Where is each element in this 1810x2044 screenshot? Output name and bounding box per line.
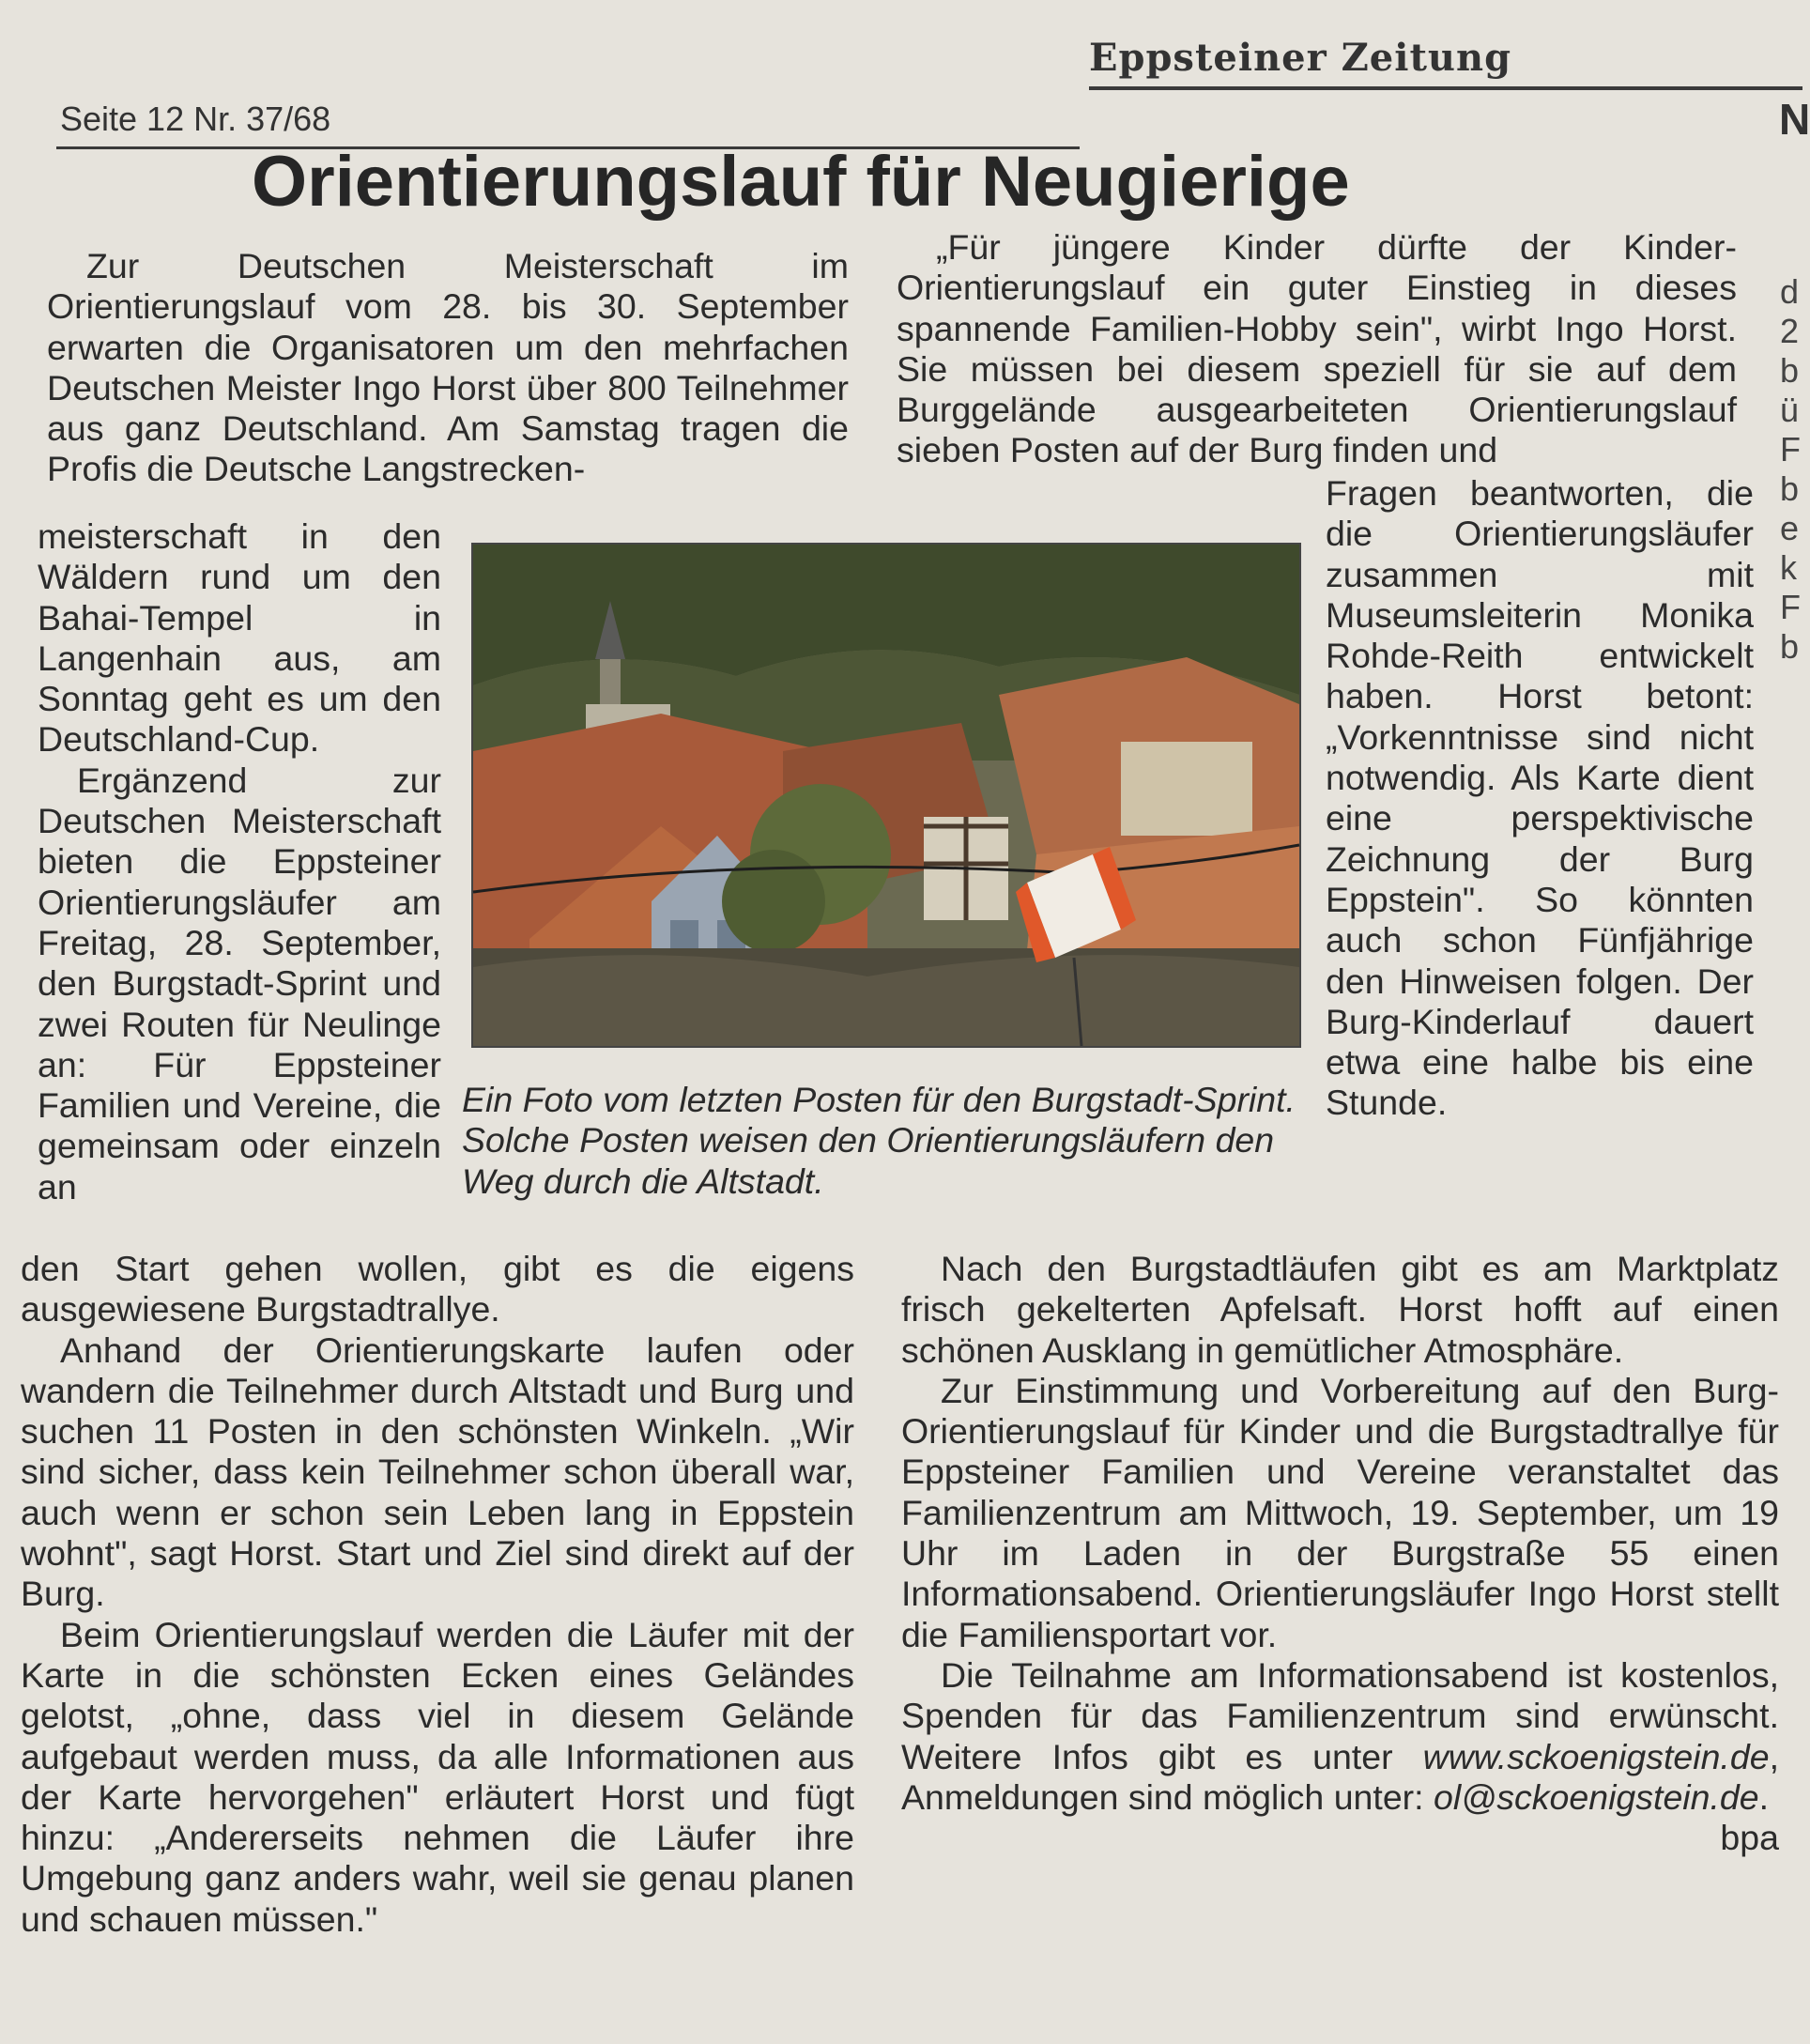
page-number: Seite 12 Nr. 37/68 — [60, 100, 331, 138]
edge-letter: d — [1780, 272, 1800, 311]
edge-letter: ü — [1780, 391, 1800, 429]
edge-letter: k — [1780, 548, 1797, 587]
edge-letter: 2 — [1780, 312, 1800, 350]
paragraph: Beim Orientierungslauf werden die Läufer mit der Karte in die schönsten Ecken eines Geländes gelotst, „ohne, dass viel in diesem Gelände aufgebaut werden muss, da alle Informationen aus der Karte hervorgehen" erläutert Horst und fügt hinzu: „Andererseits nehmen die Läufer ihre Umgebung ganz anders wahr, weil sie genau planen und schauen müssen." — [21, 1614, 854, 1939]
byline: bpa — [1720, 1818, 1779, 1858]
edge-letter: F — [1780, 430, 1801, 469]
paragraph: den Start gehen wollen, gibt es die eigens ausgewiesene Burgstadtrallye. — [21, 1249, 854, 1329]
column-1-intro — [47, 246, 849, 490]
contact-text: , Anmeldungen sind möglich unter: — [901, 1736, 1779, 1817]
edge-letter: e — [1780, 509, 1800, 547]
column-2-continued — [901, 1249, 1779, 1858]
column-1-continued — [21, 1249, 854, 1940]
paragraph: Zur Einstimmung und Vorbereitung auf den Burg-Orientierungslauf für Kinder und die Burgstadtrallye für Eppsteiner Familien und Vereine veranstaltet das Familienzentrum am Mittwoch, 19. September, um 19 Uhr im Laden in der Burgstraße 55 einen Informationsabend. Orientierungsläufer Ingo Horst stellt die Familiensportart vor. — [901, 1370, 1779, 1654]
contact-text: Die Teilnahme am Informationsabend ist kostenlos, Spenden für das Familienzentrum sind erwünscht. Weitere Infos gibt es unter — [901, 1654, 1779, 1776]
column-2-wrap — [1326, 473, 1754, 1124]
paragraph: meisterschaft in den Wäldern rund um den Bahai-Tempel in Langenhain aus, am Sonntag geht es um den Deutschland-Cup. — [38, 516, 441, 760]
paragraph-contact — [901, 1654, 1779, 1858]
masthead-rule — [1089, 86, 1802, 90]
email-link[interactable]: ol@sckoenigstein.de — [1434, 1776, 1759, 1817]
headline: Orientierungslauf für Neugierige — [252, 142, 1350, 222]
edge-letter: b — [1780, 351, 1800, 390]
paragraph: Zur Deutschen Meisterschaft im Orientierungslauf vom 28. bis 30. September erwarten die Organisatoren um den mehrfachen Deutschen Meister Ingo Horst über 800 Teilnehmer aus ganz Deutschland. Am Samstag tragen die Profis die Deutsche Langstrecken- — [47, 246, 849, 489]
edge-letter: F — [1780, 588, 1801, 626]
contact-text: . — [1758, 1776, 1770, 1817]
column-2-intro — [897, 227, 1737, 471]
masthead: Eppsteiner Zeitung — [1089, 36, 1512, 80]
paragraph: „Für jüngere Kinder dürfte der Kinder-Orientierungslauf ein guter Einstieg in dieses spannende Familien-Hobby sein", wirbt Ingo Horst. Sie müssen bei diesem speziell für sie auf dem Burggelände ausgearbeiteten Orientierungslauf sieben Posten auf der Burg finden und — [897, 227, 1737, 470]
photo-old-town-rooftops — [473, 545, 1299, 1046]
photo-caption — [462, 1080, 1307, 1202]
adjacent-page-letter: N — [1779, 95, 1810, 144]
column-1-wrap — [38, 516, 441, 1207]
edge-letter: b — [1780, 627, 1800, 666]
paragraph: Nach den Burgstadtläufen gibt es am Marktplatz frisch gekelterten Apfelsaft. Horst hofft auf einen schönen Ausklang in gemütlicher Atmosphäre. — [901, 1249, 1779, 1370]
paragraph: Anhand der Orientierungskarte laufen oder wandern die Teilnehmer durch Altstadt und Burg und suchen 11 Posten in den schönsten Winkeln. „Wir sind sicher, dass kein Teilnehmer schon überall war, auch wenn er schon sein Leben lang in Eppstein wohnt", sagt Horst. Start und Ziel sind direkt auf der Burg. — [21, 1329, 854, 1614]
caption-text: Ein Foto vom letzten Posten für den Burgstadt-Sprint. Solche Posten weisen den Orientierungsläufern den Weg durch die Altstadt. — [462, 1080, 1296, 1201]
paragraph: Fragen beantworten, die die Orientierungsläufer zusammen mit Museumsleiterin Monika Rohde-Reith entwickelt haben. Horst betont: „Vorkenntnisse sind nicht notwendig. Als Karte dient eine perspektivische Zeichnung der Burg Eppstein". So könnten auch schon Fünfjährige den Hinweisen folgen. Der Burg-Kinderlauf dauert etwa eine halbe bis eine Stunde. — [1326, 473, 1754, 1123]
website-link[interactable]: www.sckoenigstein.de — [1422, 1736, 1770, 1776]
edge-letter: b — [1780, 469, 1800, 508]
article-photo — [471, 543, 1301, 1048]
adjacent-column-fragment — [1780, 272, 1802, 667]
paragraph: Ergänzend zur Deutschen Meisterschaft bieten die Eppsteiner Orientierungsläufer am Freitag, 28. September, den Burgstadt-Sprint und zwei Routen für Neulinge an: Für Eppsteiner Familien und Vereine, die gemeinsam oder einzeln an — [38, 760, 441, 1206]
